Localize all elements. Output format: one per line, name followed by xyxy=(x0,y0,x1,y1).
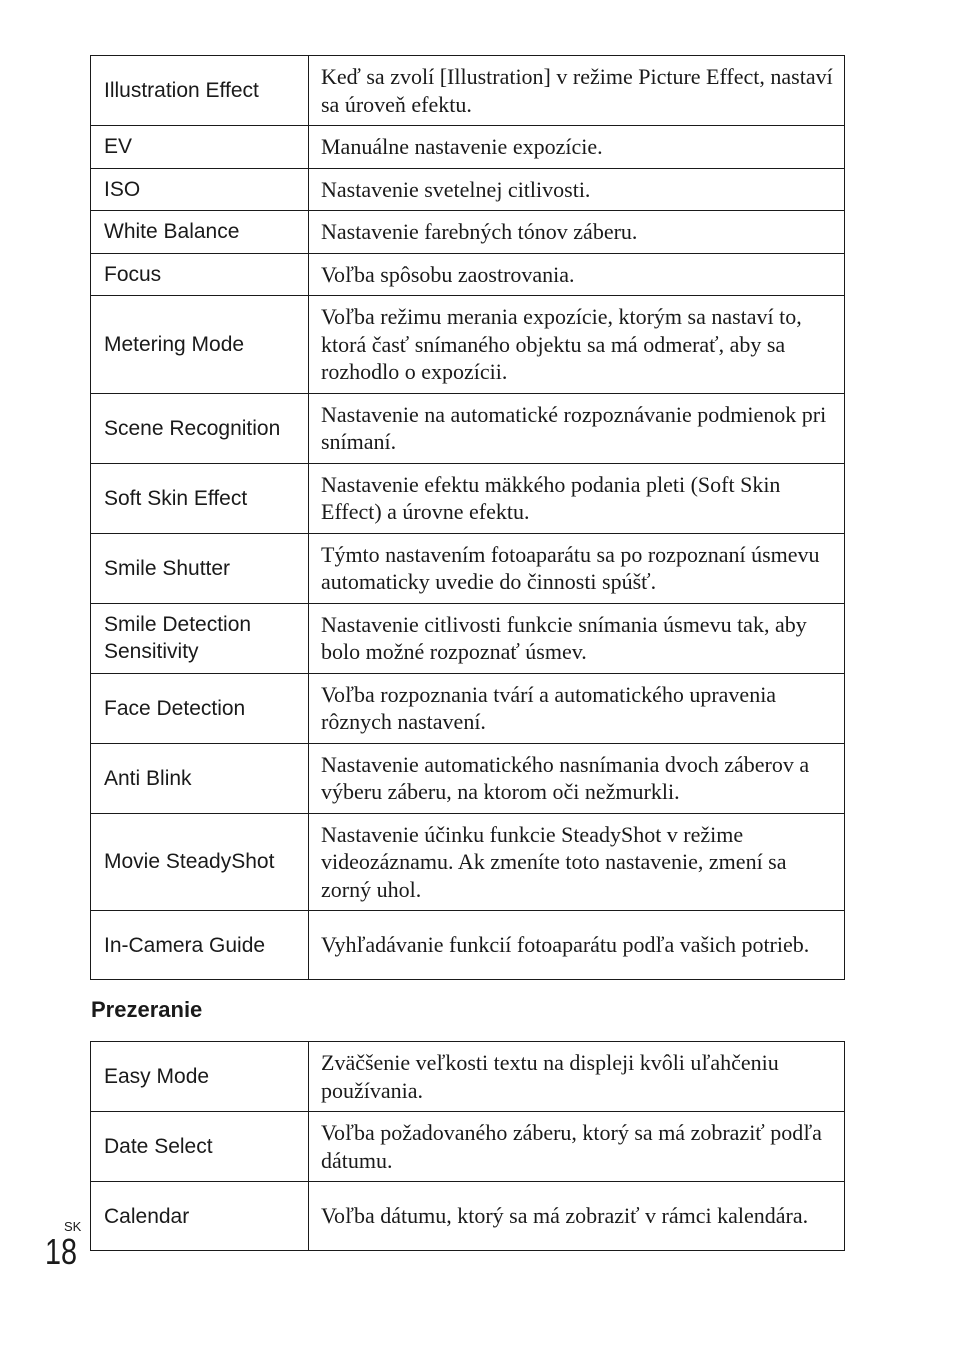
section-heading: Prezeranie xyxy=(91,997,203,1022)
function-name: White Balance xyxy=(91,211,309,254)
function-name: Easy Mode xyxy=(91,1042,309,1112)
function-description: Nastavenie automatického nasnímania dvoch záberov a výberu záberu, na ktorom oči nežmurkli. xyxy=(309,743,845,813)
table-row xyxy=(91,1182,845,1251)
page-number: 18 xyxy=(45,1231,78,1272)
function-name: Movie SteadyShot xyxy=(91,813,309,911)
function-description: Zväčšenie veľkosti textu na displeji kvôli uľahčeniu používania. xyxy=(309,1042,845,1112)
table-row xyxy=(91,463,845,533)
table-row xyxy=(91,211,845,254)
function-name: Date Select xyxy=(91,1112,309,1182)
function-description: Keď sa zvolí [Illustration] v režime Picture Effect, nastaví sa úroveň efektu. xyxy=(309,56,845,126)
function-name: Smile Shutter xyxy=(91,533,309,603)
function-name: Illustration Effect xyxy=(91,56,309,126)
function-description: Manuálne nastavenie expozície. xyxy=(309,126,845,169)
functions-table xyxy=(90,55,845,980)
table-row xyxy=(91,296,845,394)
function-description: Voľba rozpoznania tvárí a automatického upravenia rôznych nastavení. xyxy=(309,673,845,743)
function-description: Nastavenie svetelnej citlivosti. xyxy=(309,168,845,211)
function-description: Voľba dátumu, ktorý sa má zobraziť v rámci kalendára. xyxy=(309,1182,845,1251)
function-description: Voľba požadovaného záberu, ktorý sa má zobraziť podľa dátumu. xyxy=(309,1112,845,1182)
function-name: Focus xyxy=(91,253,309,296)
table-row xyxy=(91,56,845,126)
table-row xyxy=(91,126,845,169)
function-description: Voľba spôsobu zaostrovania. xyxy=(309,253,845,296)
function-name: In-Camera Guide xyxy=(91,911,309,980)
table-row xyxy=(91,253,845,296)
function-name: Anti Blink xyxy=(91,743,309,813)
function-description: Týmto nastavením fotoaparátu sa po rozpoznaní úsmevu automaticky uvedie do činnosti spúšť. xyxy=(309,533,845,603)
function-name: ISO xyxy=(91,168,309,211)
table-row xyxy=(91,603,845,673)
function-name: Smile Detection Sensitivity xyxy=(91,603,309,673)
table-row xyxy=(91,1042,845,1112)
function-name: Calendar xyxy=(91,1182,309,1251)
function-description: Voľba režimu merania expozície, ktorým sa nastaví to, ktorá časť snímaného objektu sa má odmerať, aby sa rozhodlo o expozícii. xyxy=(309,296,845,394)
table-row xyxy=(91,1112,845,1182)
table-row xyxy=(91,743,845,813)
table-row xyxy=(91,393,845,463)
function-description: Nastavenie citlivosti funkcie snímania úsmevu tak, aby bolo možné rozpoznať úsmev. xyxy=(309,603,845,673)
function-name: EV xyxy=(91,126,309,169)
table-row xyxy=(91,911,845,980)
table-row xyxy=(91,673,845,743)
function-description: Vyhľadávanie funkcií fotoaparátu podľa vašich potrieb. xyxy=(309,911,845,980)
table-row xyxy=(91,813,845,911)
function-name: Metering Mode xyxy=(91,296,309,394)
language-code: SK xyxy=(64,1219,82,1234)
table-row xyxy=(91,533,845,603)
function-description: Nastavenie na automatické rozpoznávanie podmienok pri snímaní. xyxy=(309,393,845,463)
viewing-functions-table xyxy=(90,1041,845,1251)
function-name: Scene Recognition xyxy=(91,393,309,463)
table-row xyxy=(91,168,845,211)
function-name: Face Detection xyxy=(91,673,309,743)
function-description: Nastavenie efektu mäkkého podania pleti (Soft Skin Effect) a úrovne efektu. xyxy=(309,463,845,533)
function-description: Nastavenie účinku funkcie SteadyShot v režime videozáznamu. Ak zmeníte toto nastavenie, zmení sa zorný uhol. xyxy=(309,813,845,911)
function-description: Nastavenie farebných tónov záberu. xyxy=(309,211,845,254)
function-name: Soft Skin Effect xyxy=(91,463,309,533)
